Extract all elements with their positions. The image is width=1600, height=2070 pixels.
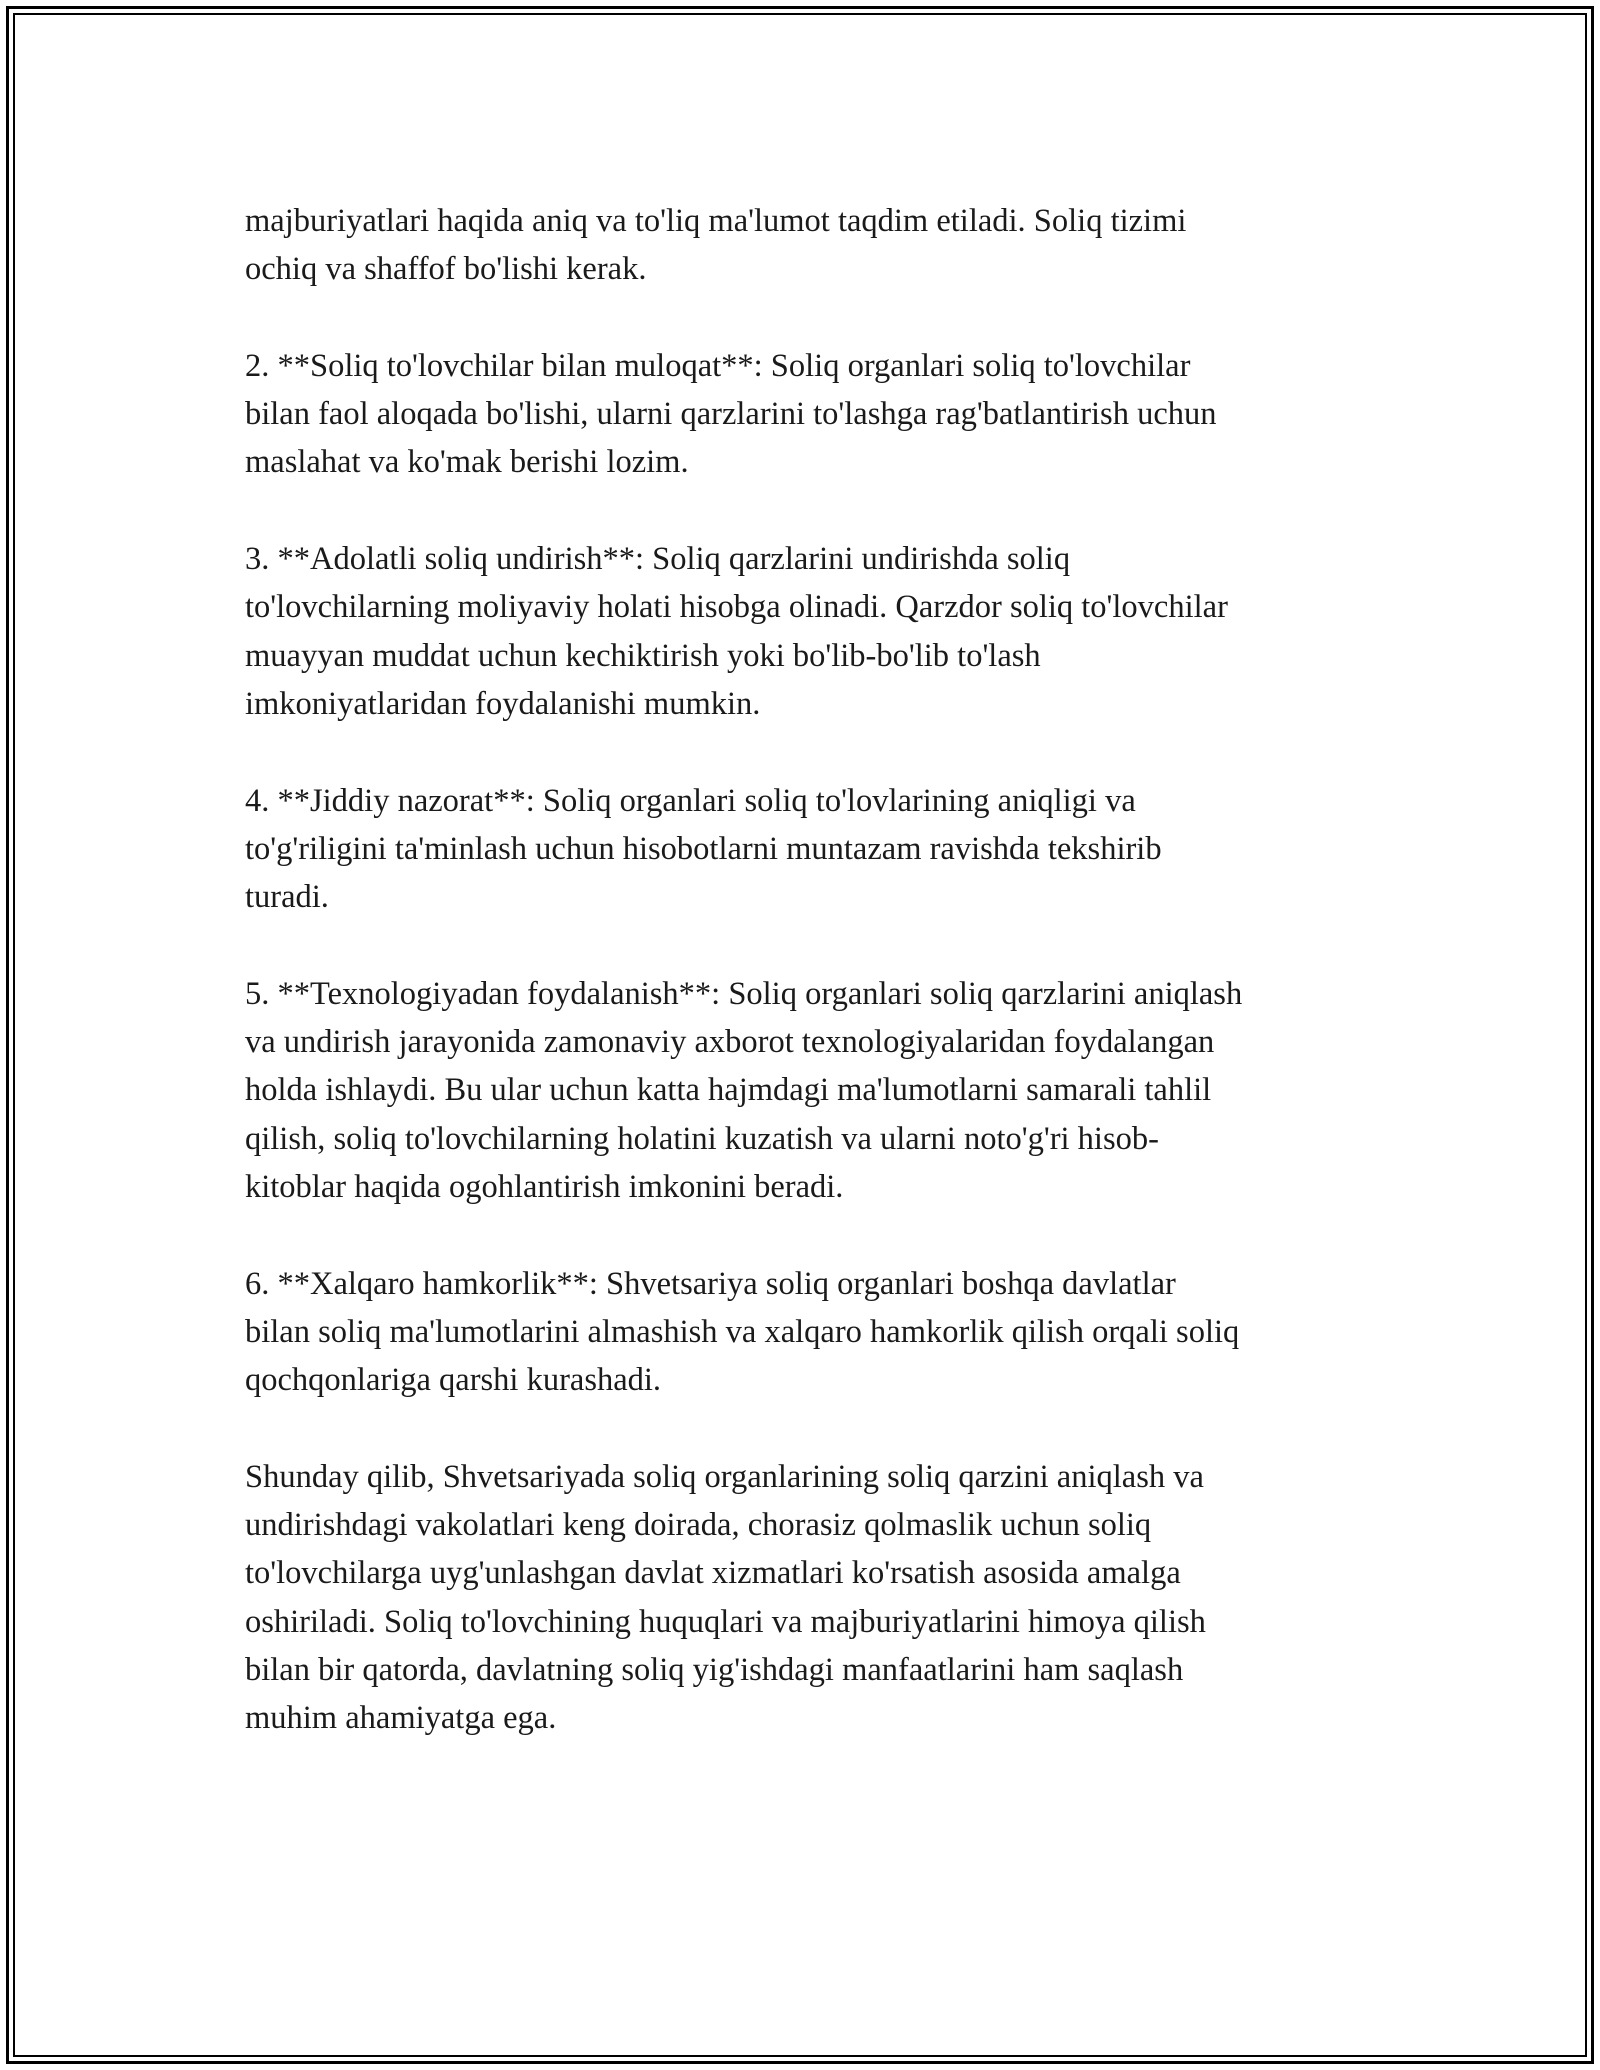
paragraph-item-2: 2. **Soliq to'lovchilar bilan muloqat**: Soliq organlari soliq to'lovchilar bilan faol aloqada bo'lishi, ularni qarzlarini to'lashga rag'batlantirish uchun maslahat va ko'mak berishi lozim. <box>245 347 1217 481</box>
paragraph-conclusion: Shunday qilib, Shvetsariyada soliq organlarining soliq qarzini aniqlash va undirishdagi vakolatlari keng doirada, chorasiz qolmaslik uchun soliq to'lovchilarga uyg'unlashgan davlat xizmatlari ko'rsatish asosida amalga oshiriladi. Soliq to'lovchining huquqlari va majburiyatlarini himoya qilish bilan bir qatorda, davlatning soliq yig'ishdagi manfaatlarini ham saqlash muhim ahamiyatga ega. <box>245 1458 1206 1737</box>
page-frame <box>6 6 1594 2064</box>
paragraph-continuation: majburiyatlari haqida aniq va to'liq ma'lumot taqdim etiladi. Soliq tizimi ochiq va shaffof bo'lishi kerak. <box>245 203 1187 288</box>
document-body <box>245 197 1385 1791</box>
paragraph-item-3: 3. **Adolatli soliq undirish**: Soliq qarzlarini undirishda soliq to'lovchilarning moliyaviy holati hisobga olinadi. Qarzdor soliq to'lovchilar muayyan muddat uchun kechiktirish yoki bo'lib-bo'lib to'lash imkoniyatlaridan foydalanishi mumkin. <box>245 541 1228 722</box>
paragraph-item-6: 6. **Xalqaro hamkorlik**: Shvetsariya soliq organlari boshqa davlatlar bilan soliq ma'lumotlarini almashish va xalqaro hamkorlik qilish orqali soliq qochqonlariga qarshi kurashadi. <box>245 1265 1240 1399</box>
paragraph-item-5: 5. **Texnologiyadan foydalanish**: Soliq organlari soliq qarzlarini aniqlash va undirish jarayonida zamonaviy axborot texnologiyalaridan foydalangan holda ishlaydi. Bu ular uchun katta hajmdagi ma'lumotlarni samarali tahlil qilish, soliq to'lovchilarning holatini kuzatish va ularni noto'g'ri hisob- kitoblar haqida ogohlantirish imkonini beradi. <box>245 975 1243 1205</box>
paragraph-item-4: 4. **Jiddiy nazorat**: Soliq organlari soliq to'lovlarining aniqligi va to'g'riligini ta'minlash uchun hisobotlarni muntazam ravishda tekshirib turadi. <box>245 782 1162 916</box>
